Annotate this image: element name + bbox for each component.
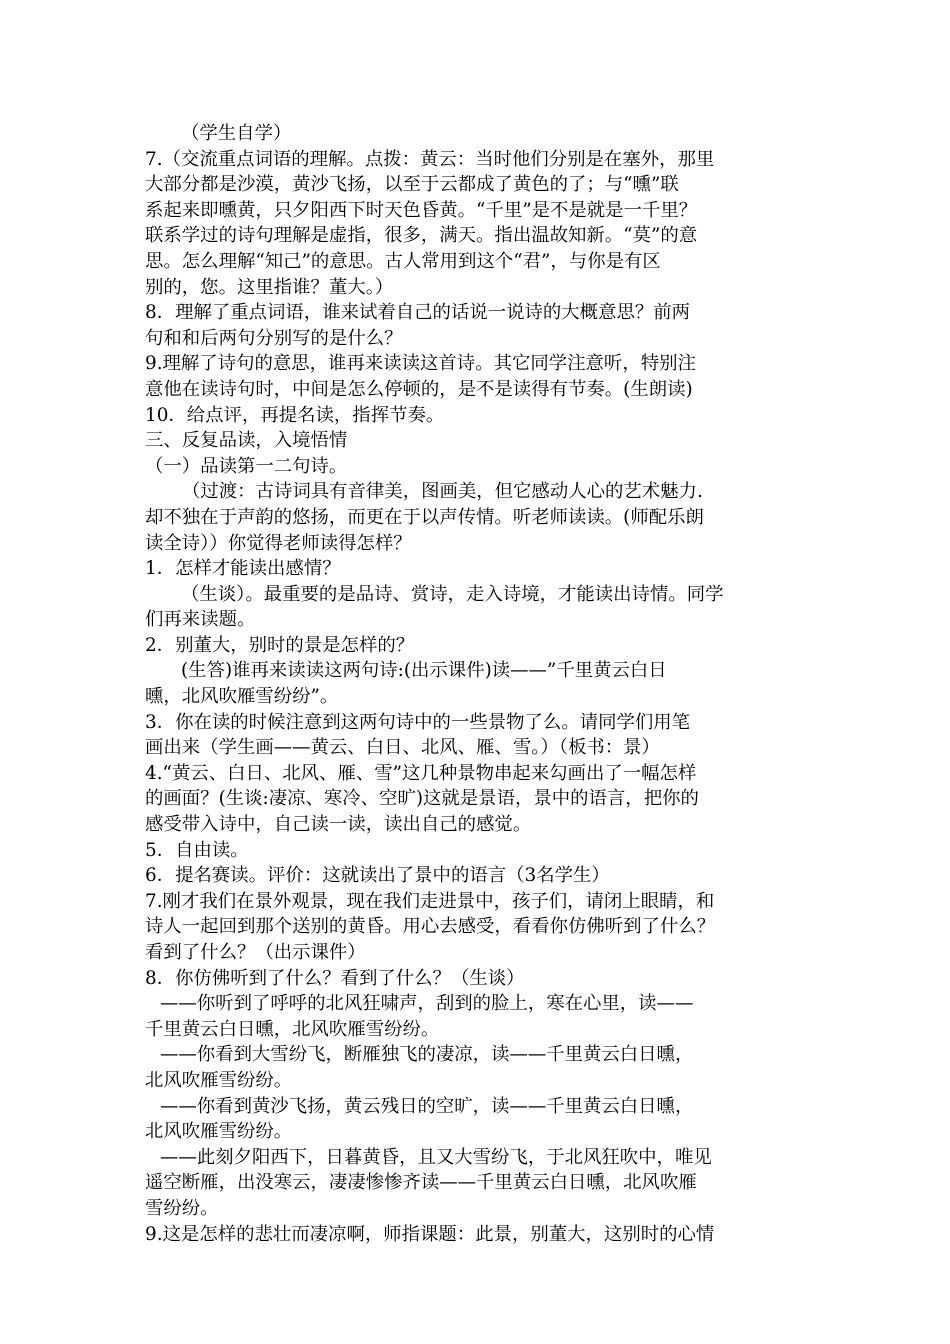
text-line: 6．提名赛读。评价：这就读出了景中的语言（3名学生） — [145, 865, 610, 887]
text-line: 诗人一起回到那个送别的黄昏。用心去感受，看看你仿佛听到了什么？ — [145, 916, 716, 938]
text-line: 千里黄云白日曛，北风吹雁雪纷纷。 — [145, 1018, 440, 1040]
text-line: 8．你仿佛听到了什么？看到了什么？（生谈） — [145, 967, 525, 989]
text-line: 9.这是怎样的悲壮而凄凉啊，师指课题：此景，别董大，这别时的心情 — [145, 1223, 715, 1245]
text-line: （生谈）。最重要的是品诗、赏诗，走入诗境，才能读出诗情。同学 — [181, 583, 724, 605]
text-line: 10．给点评，再提名读，指挥节奏。 — [145, 404, 445, 426]
text-line: 系起来即曛黄，只夕阳西下时天色昏黄。“千里”是不是就是一千里？ — [145, 199, 698, 221]
text-line: 雪纷纷。 — [145, 1197, 219, 1219]
text-line: ——你看到黄沙飞扬，黄云残日的空旷，读——千里黄云白日曛， — [160, 1095, 694, 1117]
text-line: 1．怎样才能读出感情？ — [145, 558, 341, 580]
text-line: 意他在读诗句时，中间是怎么停顿的，是不是读得有节奏。(生朗读) — [145, 378, 693, 400]
text-line: 思。怎么理解“知己”的意思。古人常用到这个“君”，与你是有区 — [145, 250, 661, 272]
text-line: 画出来（学生画——黄云、白日、北风、雁、雪。）（板书：景） — [145, 737, 660, 759]
section-heading: 三、反复品读，入境悟情 — [145, 430, 348, 452]
text-line: 看到了什么？（出示课件） — [145, 942, 366, 963]
text-line: 北风吹雁雪纷纷。 — [145, 1069, 293, 1091]
text-line: 8．理解了重点词语，谁来试着自己的话说一说诗的大概意思？前两 — [145, 302, 691, 324]
text-line: 5．自由读。 — [145, 839, 249, 861]
text-line: 遥空断雁，出没寒云，凄凄惨惨齐读——千里黄云白日曛，北风吹雁 — [145, 1172, 697, 1194]
text-line: 2．别董大，别时的景是怎样的？ — [145, 634, 415, 656]
text-line: 大部分都是沙漠，黄沙飞扬，以至于云都成了黄色的了；与“曛”联 — [145, 174, 679, 196]
text-line: ——此刻夕阳西下，日暮黄昏，且又大雪纷飞，于北风狂吹中，唯见 — [160, 1146, 712, 1168]
text-line: 句和和后两句分别写的是什么？ — [145, 327, 403, 349]
text-line: 联系学过的诗句理解是虚指，很多，满天。指出温故知新。“莫”的意 — [145, 225, 698, 247]
text-line: （过渡：古诗词具有音律美，图画美，但它感动人心的艺术魅力. — [182, 481, 703, 503]
text-line: 7.刚才我们在景外观景，现在我们走进景中，孩子们，请闭上眼睛，和 — [145, 890, 715, 912]
text-line: 9.理解了诗句的意思，谁再来读读这首诗。其它同学注意听，特别注 — [145, 353, 696, 375]
text-line: ——你听到了呼呼的北风狂啸声，刮到的脸上，寒在心里，读—— — [160, 993, 694, 1015]
text-line: (生答)谁再来读读这两句诗:(出示课件)读——”千里黄云白日 — [181, 660, 667, 682]
text-line: 却不独在于声韵的悠扬，而更在于以声传情。听老师读读。(师配乐朗 — [145, 506, 704, 528]
text-line: 4.“黄云、白日、北风、雁、雪”这几种景物串起来勾画出了一幅怎样 — [145, 762, 697, 784]
text-line: （学生自学） — [181, 123, 292, 144]
text-line: ——你看到大雪纷飞，断雁独飞的凄凉，读——千里黄云白日曛， — [160, 1044, 694, 1066]
text-line: 们再来读题。 — [145, 609, 256, 631]
text-line: 感受带入诗中，自己读一读，读出自己的感觉。 — [145, 814, 532, 836]
document-page — [145, 121, 815, 1247]
text-line: 北风吹雁雪纷纷。 — [145, 1121, 293, 1143]
text-line: 曛，北风吹雁雪纷纷”。 — [145, 686, 339, 708]
text-line: 别的，您。这里指谁？董大。） — [145, 276, 394, 298]
subsection-heading: （一）品读第一二句诗。 — [145, 455, 348, 477]
text-line: 的画面？(生谈:凄凉、寒冷、空旷)这就是景语，景中的语言，把你的 — [145, 788, 699, 810]
text-line: 3．你在读的时候注意到这两句诗中的一些景物了么。请同学们用笔 — [145, 711, 691, 733]
text-line: 读全诗））你觉得老师读得怎样？ — [145, 532, 412, 554]
text-line: 7.（交流重点词语的理解。点拨：黄云：当时他们分别是在塞外，那里 — [145, 148, 715, 170]
